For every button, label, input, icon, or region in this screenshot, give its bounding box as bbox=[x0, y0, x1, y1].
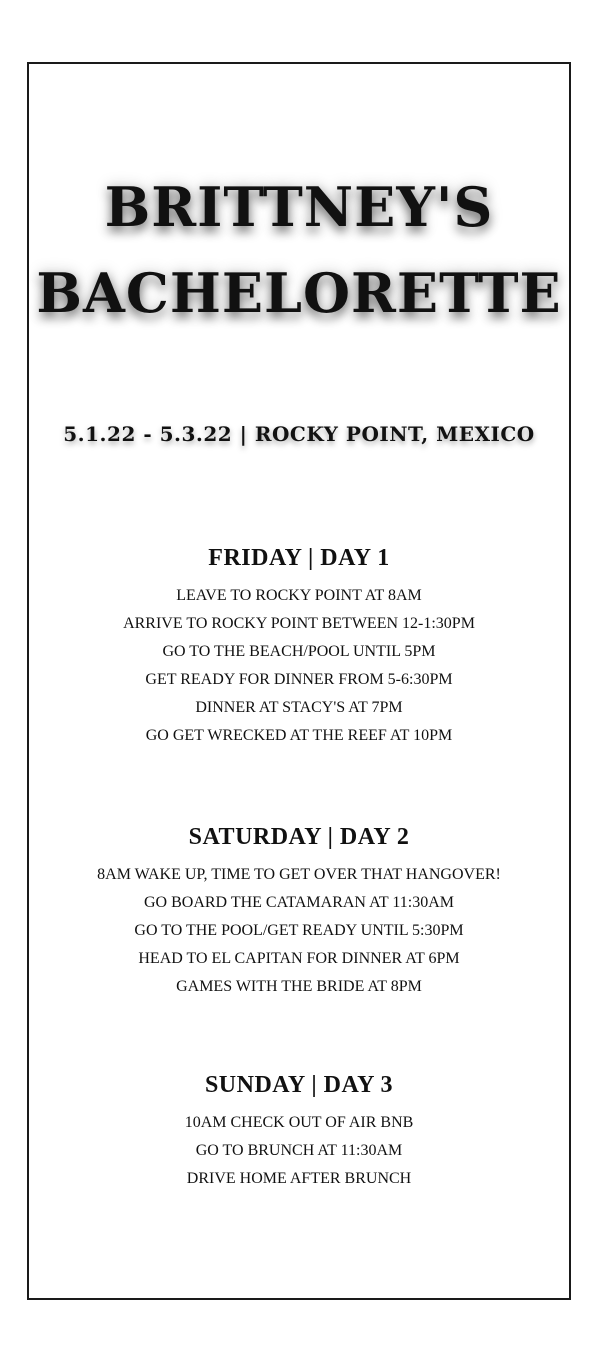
list-item: DINNER AT STACY'S AT 7PM bbox=[195, 699, 403, 716]
list-item: 8AM WAKE UP, TIME TO GET OVER THAT HANGOVER! bbox=[97, 866, 501, 883]
day-1-section bbox=[29, 542, 569, 750]
day-2-heading: SATURDAY | DAY 2 bbox=[188, 824, 410, 850]
list-item: LEAVE TO ROCKY POINT AT 8AM bbox=[176, 587, 422, 604]
list-item: GO TO BRUNCH AT 11:30AM bbox=[195, 1142, 403, 1159]
list-item: GAMES WITH THE BRIDE AT 8PM bbox=[176, 978, 422, 995]
day-2-item-list bbox=[29, 861, 569, 1001]
list-item: GO TO THE POOL/GET READY UNTIL 5:30PM bbox=[134, 922, 464, 939]
day-3-heading: SUNDAY | DAY 3 bbox=[204, 1072, 394, 1098]
day-2-section bbox=[29, 821, 569, 1001]
day-1-heading: FRIDAY | DAY 1 bbox=[208, 545, 390, 571]
date-location-subtitle: 5.1.22 - 5.3.22 | ROCKY POINT, MEXICO bbox=[63, 422, 535, 446]
list-item: GET READY FOR DINNER FROM 5-6:30PM bbox=[145, 671, 453, 688]
list-item: DRIVE HOME AFTER BRUNCH bbox=[186, 1170, 412, 1187]
day-1-item-list bbox=[29, 582, 569, 750]
list-item: 10AM CHECK OUT OF AIR BNB bbox=[184, 1114, 414, 1131]
title-line-1: BRITTNEY'S bbox=[104, 175, 494, 239]
list-item: HEAD TO EL CAPITAN FOR DINNER AT 6PM bbox=[138, 950, 460, 967]
day-3-item-list bbox=[29, 1109, 569, 1193]
list-item: GO TO THE BEACH/POOL UNTIL 5PM bbox=[162, 643, 436, 660]
day-3-section bbox=[29, 1069, 569, 1193]
itinerary-card bbox=[27, 62, 571, 1300]
title-line-2: BACHELORETTE bbox=[36, 261, 562, 325]
list-item: GO GET WRECKED AT THE REEF AT 10PM bbox=[145, 727, 453, 744]
list-item: GO BOARD THE CATAMARAN AT 11:30AM bbox=[143, 894, 454, 911]
list-item: ARRIVE TO ROCKY POINT BETWEEN 12-1:30PM bbox=[123, 615, 475, 632]
page-title bbox=[29, 164, 569, 336]
